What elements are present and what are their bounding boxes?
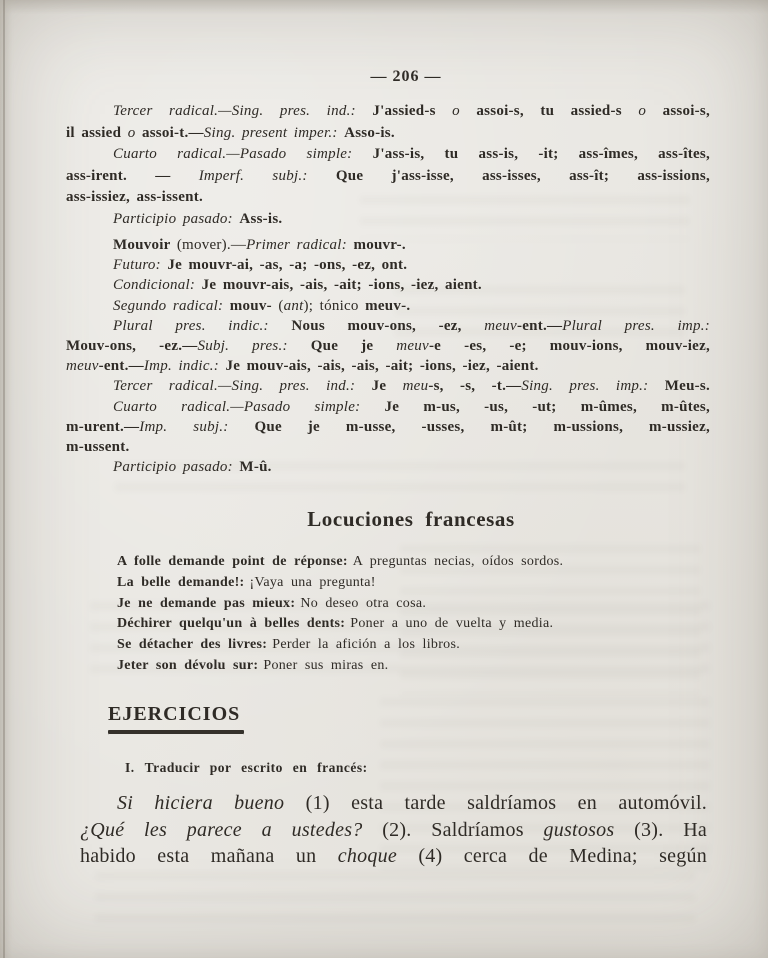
text-line: il assied o assoi-t.—Sing. present imper.: Asso-is. (66, 124, 395, 141)
exercise-line: Si hiciera bueno (1) esta tarde saldríamos en automóvil. (117, 792, 707, 814)
locution-french: La belle demande!: (117, 574, 245, 590)
exercise-instruction (125, 760, 368, 776)
page-gutter-line (3, 0, 5, 958)
locution-item (117, 635, 717, 656)
page-number: — 206 — (370, 68, 442, 85)
text-line: Futuro: Je mouvr-ai, -as, -a; -ons, -ez, ont. (113, 257, 408, 274)
text-line: Cuarto radical.—Pasado simple: Je m-us, -us, -ut; m-ûmes, m-ûtes, (113, 398, 710, 415)
text-line: m-urent.—Imp. subj.: Que je m-usse, -usses, m-ût; m-ussions, m-ussiez, (66, 418, 710, 435)
locution-item (117, 594, 717, 615)
heading-underline-rule (108, 730, 244, 735)
text-line: ass-irent. — Imperf. subj.: Que j'ass-isse, ass-isses, ass-ît; ass-issions, (66, 167, 710, 184)
exercise-line: habido esta mañana un choque (4) cerca de Medina; según (80, 845, 707, 867)
locution-french: A folle demande point de réponse: (117, 554, 348, 569)
text-line: Participio pasado: M-û. (113, 459, 272, 476)
asseoir-conjugation-section (66, 101, 710, 230)
locution-french: Se détacher des livres: (117, 637, 268, 653)
mouvoir-conjugation-section (66, 235, 710, 477)
locution-item (117, 552, 717, 573)
locution-spanish: No deseo otra cosa. (300, 595, 427, 611)
locution-item (117, 614, 717, 635)
text-line: Condicional: Je mouvr-ais, -ais, -ait; -ions, -iez, aient. (113, 277, 482, 294)
locution-item (117, 573, 717, 594)
locution-french: Je ne demande pas mieux: (117, 595, 296, 611)
locution-spanish: Perder la afición a los libros. (272, 637, 461, 653)
instruction-text: Traducir por escrito en francés: (144, 760, 368, 775)
instruction-numeral: I. (125, 760, 135, 775)
bleed-through-smudge (95, 872, 695, 932)
text-line: Cuarto radical.—Pasado simple: J'ass-is, tu ass-is, -it; ass-îmes, ass-îtes, (113, 146, 710, 162)
text-line: Mouvoir (mover).—Primer radical: mouvr-. (113, 237, 406, 253)
text-line: Mouv-ons, -ez.—Subj. pres.: Que je meuv-e -es, -e; mouv-ions, mouv-iez, (66, 338, 710, 355)
page-edge-shadow-top (0, 0, 768, 14)
text-line: m-ussent. (66, 439, 130, 456)
text-line: ass-issiez, ass-issent. (66, 189, 204, 205)
locution-spanish: Poner sus miras en. (263, 657, 389, 673)
text-line: Segundo radical: mouv- (ant); tónico meuv-. (113, 297, 411, 314)
locution-spanish: ¡Vaya una pregunta! (249, 574, 376, 590)
text-line: Tercer radical.—Sing. pres. ind.: Je meu-s, -s, -t.—Sing. pres. imp.: Meu-s. (113, 378, 710, 395)
locutions-list (117, 552, 717, 677)
text-line: Plural pres. indic.: Nous mouv-ons, -ez, meuv-ent.—Plural pres. imp.: (113, 317, 711, 334)
text-line: Tercer radical.—Sing. pres. ind.: J'assied-s o assoi-s, tu assied-s o assoi-s, (113, 103, 711, 119)
ejercicios-heading: EJERCICIOS (108, 703, 241, 725)
locutions-heading: Locuciones francesas (307, 507, 515, 531)
locution-french: Déchirer quelqu'un à belles dents: (117, 616, 346, 632)
text-line: Participio pasado: Ass-is. (113, 210, 283, 227)
text-line: meuv-ent.—Imp. indic.: Je mouv-ais, -ais, -ais, -ait; -ions, -iez, -aient. (66, 358, 539, 375)
exercise-line: ¿Qué les parece a ustedes? (2). Saldríamos gustosos (3). Ha (80, 818, 708, 841)
page-edge-shadow-left (0, 0, 12, 958)
locution-item (117, 656, 717, 677)
locution-spanish: Poner a uno de vuelta y media. (350, 616, 554, 632)
locution-spanish: A preguntas necias, oídos sordos. (352, 554, 564, 569)
locution-french: Jeter son dévolu sur: (117, 657, 259, 673)
exercise-paragraph (80, 790, 707, 870)
